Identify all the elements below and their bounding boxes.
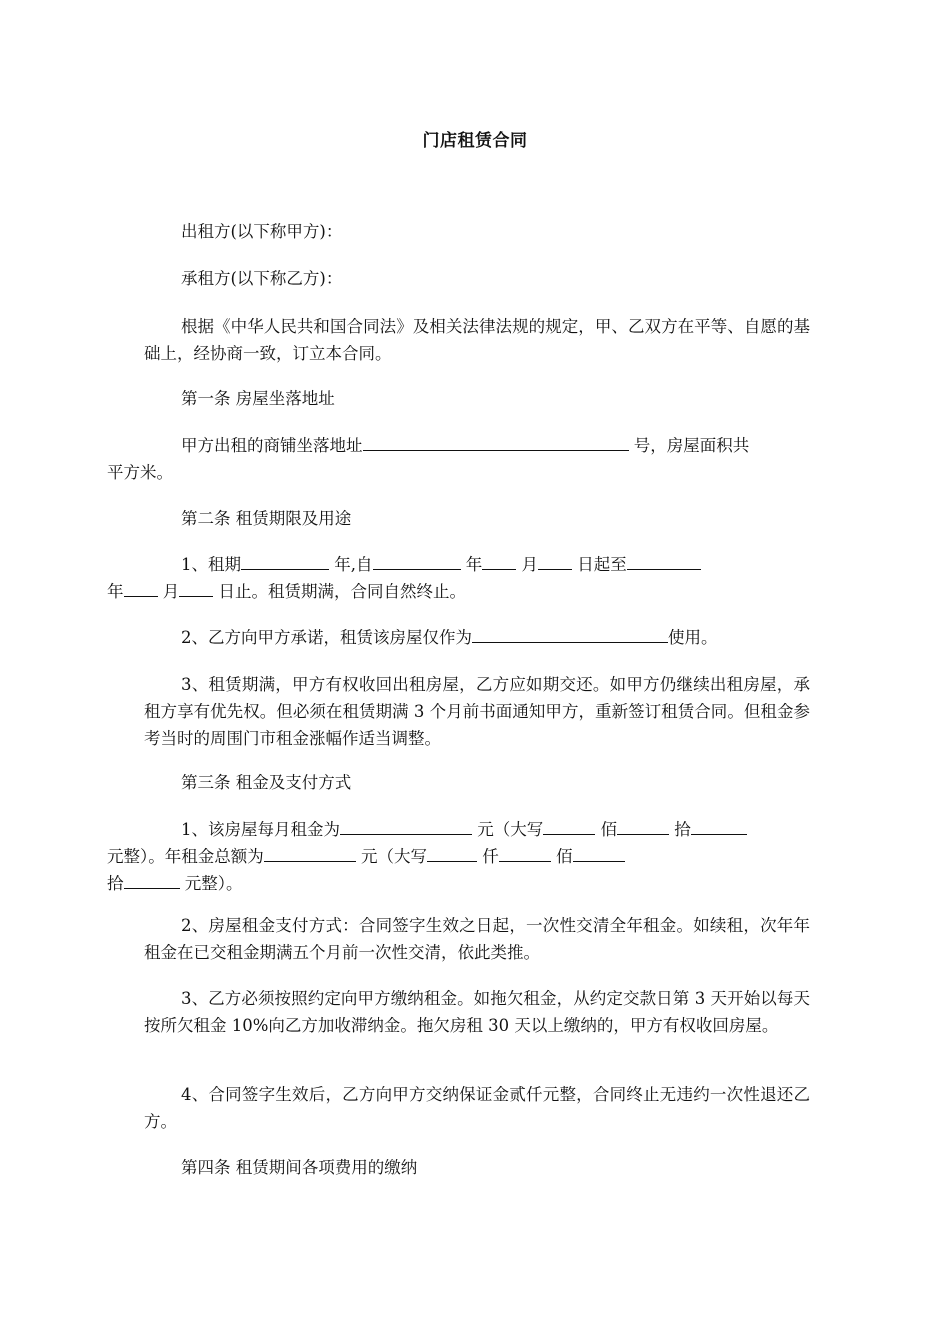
end-day-blank: [179, 579, 213, 597]
term-label: 1、租期: [181, 555, 241, 574]
monthly-rent-label: 1、该房屋每月租金为: [181, 820, 340, 839]
usage-blank: [472, 625, 668, 643]
usage-label: 2、乙方向甲方承诺，租赁该房屋仅作为: [181, 628, 472, 647]
article1-text-b: 号，房屋面积共: [628, 436, 750, 455]
annual-hundreds-blank: [499, 844, 551, 862]
article1-paragraph: [107, 432, 810, 486]
lessee-line: 承租方(以下称乙方)：: [181, 269, 343, 288]
start-month-blank: [482, 552, 516, 570]
article3-heading: 第三条 租金及支付方式: [181, 773, 352, 792]
article1-text-c: 平方米。: [107, 463, 173, 482]
term-year-from-label: 年,自: [329, 555, 373, 574]
annual-thousands-blank: [427, 844, 477, 862]
start-year-blank: [373, 552, 461, 570]
start-day-label: 日起至: [572, 555, 627, 574]
article1-text-a: 甲方出租的商铺坐落地址: [181, 436, 363, 455]
tens-label: 拾: [669, 820, 691, 839]
article2-item3: 3、租赁期满，甲方有权收回出租房屋，乙方应如期交还。如甲方仍继续出租房屋，承租方享有优先权。但必须在租赁期满 3 个月前书面通知甲方，重新签订租赁合同。但租金参考当时的周围门市租金涨幅作适当调整。: [144, 675, 810, 748]
annual-tens-label: 拾: [107, 874, 124, 893]
address-blank: [363, 433, 629, 451]
hundreds-label: 佰: [595, 820, 617, 839]
start-day-blank: [538, 552, 572, 570]
article3-item1-line2: [107, 843, 625, 870]
article3-item1: [107, 816, 810, 897]
usage-suffix: 使用。: [668, 628, 718, 647]
monthly-hundreds-digit-blank: [543, 817, 595, 835]
article1-heading: 第一条 房屋坐落地址: [181, 389, 335, 408]
monthly-rent-capital-label: 元（大写: [472, 820, 544, 839]
annual-rent-capital-label: 元（大写: [355, 847, 427, 866]
article2-item1-line2: [107, 578, 466, 605]
annual-units-blank: [124, 871, 180, 889]
start-year-label: 年: [460, 555, 483, 574]
end-year-label: 年: [107, 582, 124, 601]
article3-item1-line3: [107, 870, 243, 897]
monthly-units-digit-blank: [691, 817, 747, 835]
article4-heading: 第四条 租赁期间各项费用的缴纳: [181, 1158, 418, 1177]
article3-item3: 3、乙方必须按照约定向甲方缴纳租金。如拖欠租金，从约定交款日第 3 天开始以每天按所欠租金 10%向乙方加收滞纳金。拖欠房租 30 天以上缴纳的，甲方有权收回房屋。: [144, 989, 810, 1035]
contract-title: 门店租赁合同: [422, 131, 528, 151]
article3-item2: 2、房屋租金支付方式：合同签字生效之日起，一次性交清全年租金。如续租，次年年租金在已交租金期满五个月前一次性交清，依此类推。: [144, 916, 810, 962]
article2-item2: [144, 624, 810, 651]
end-month-label: 月: [157, 582, 180, 601]
annual-tens-blank: [573, 844, 625, 862]
monthly-rent-blank: [340, 817, 472, 835]
term-years-blank: [241, 552, 329, 570]
article2-heading: 第二条 租赁期限及用途: [181, 509, 352, 528]
start-month-label: 月: [516, 555, 538, 574]
article2-item1: [107, 551, 810, 605]
annual-units-label: 元整）。: [179, 874, 243, 893]
annual-rent-blank: [264, 844, 356, 862]
preamble-paragraph: 根据《中华人民共和国合同法》及相关法律法规的规定，甲、乙双方在平等、自愿的基础上，经协商一致，订立本合同。: [144, 317, 810, 363]
annual-rent-label: 元整）。年租金总额为: [107, 847, 264, 866]
end-month-blank: [124, 579, 158, 597]
annual-hundreds-label: 佰: [550, 847, 573, 866]
lessor-line: 出租方(以下称甲方)：: [181, 222, 343, 241]
article3-item4: 4、合同签字生效后，乙方向甲方交纳保证金贰仟元整，合同终止无违约一次性退还乙方。: [144, 1085, 810, 1131]
end-year-blank: [627, 552, 701, 570]
thousands-label: 仟: [477, 847, 499, 866]
monthly-tens-digit-blank: [617, 817, 669, 835]
end-day-label: 日止。租赁期满，合同自然终止。: [213, 582, 466, 601]
